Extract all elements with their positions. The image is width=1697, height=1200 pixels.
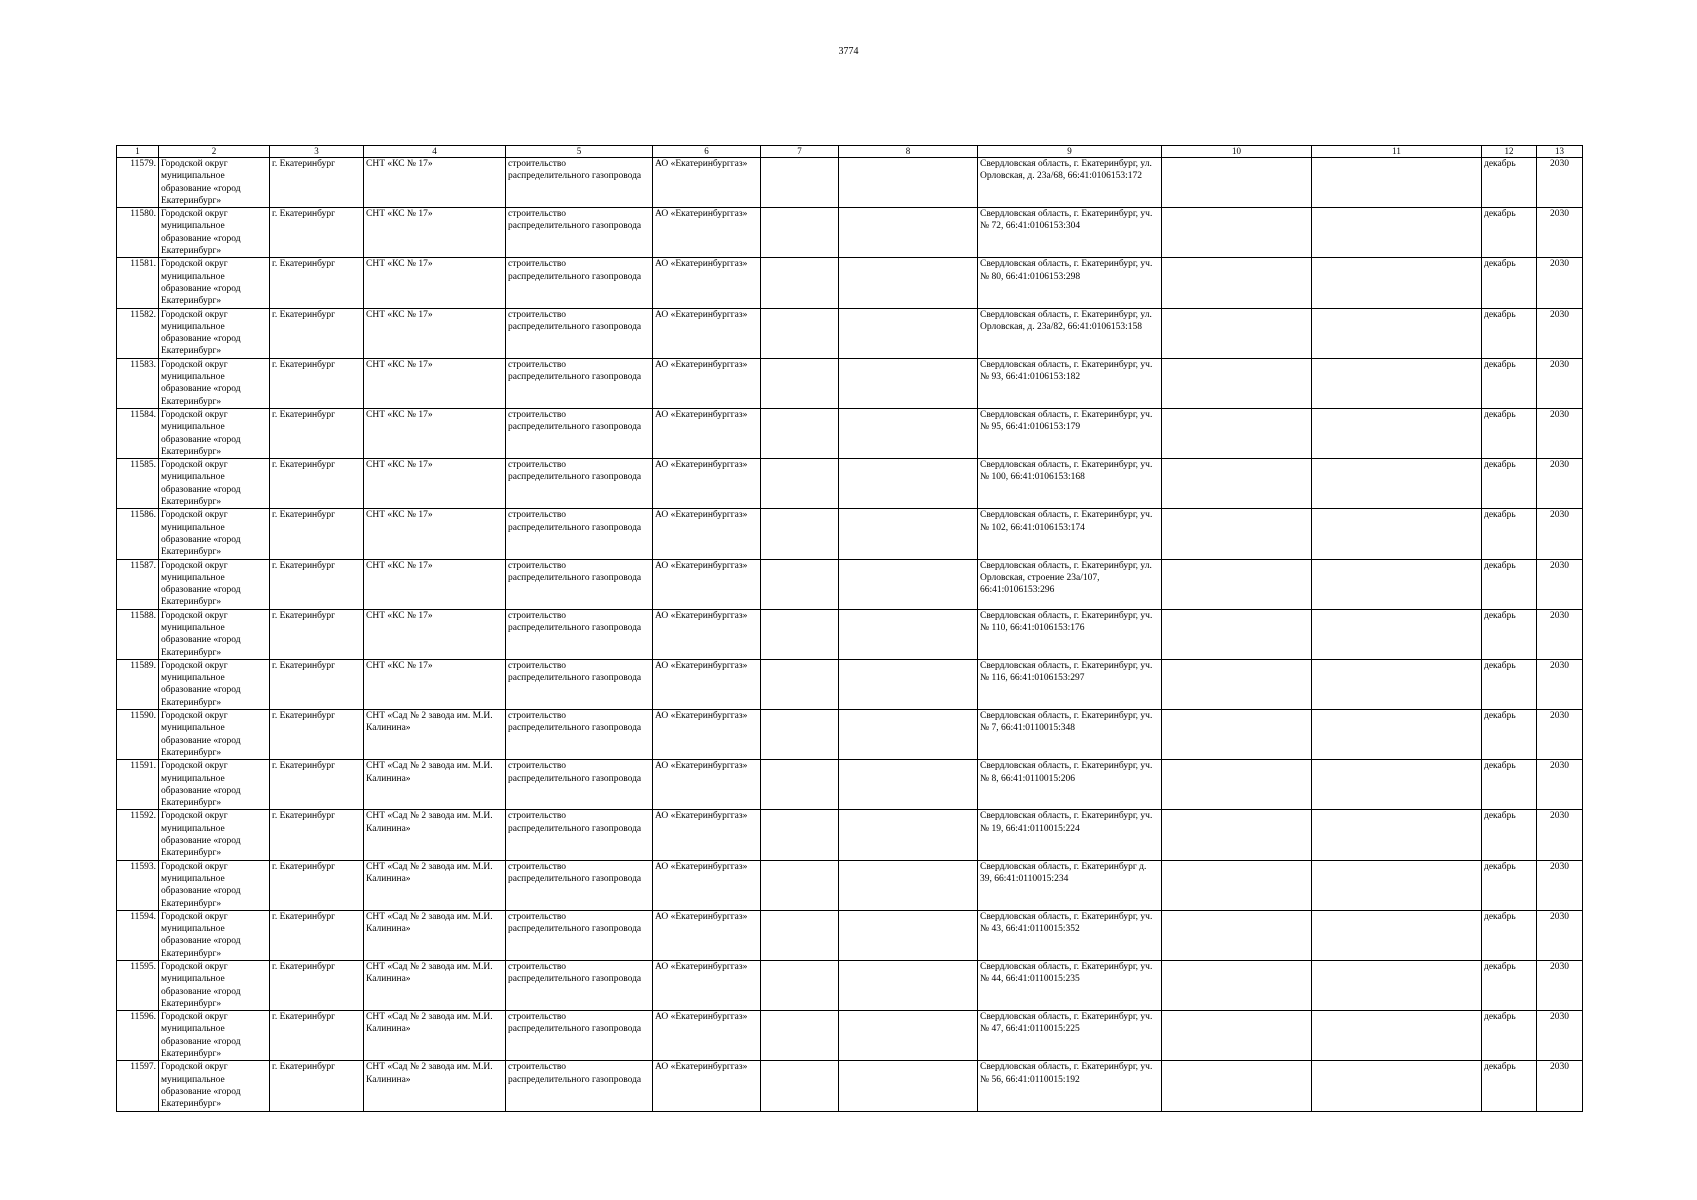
object-cell: СНТ «Сад № 2 завода им. М.И. Калинина» — [364, 810, 506, 860]
municipality-cell: Городской округ муниципальное образование «город Екатеринбург» — [159, 760, 270, 810]
row-number: 11585. — [117, 459, 159, 509]
object-cell: СНТ «КС № 17» — [364, 609, 506, 659]
work-type-cell: строительство распределительного газопровода — [506, 1011, 653, 1061]
year-cell: 2030 — [1537, 559, 1583, 609]
col11-cell — [1312, 208, 1482, 258]
organization-cell: АО «Екатеринбурггаз» — [653, 559, 761, 609]
month-cell: декабрь — [1482, 961, 1537, 1011]
address-cell: Свердловская область, г. Екатеринбург, уч. № 116, 66:41:0106153:297 — [978, 659, 1162, 709]
col8-cell — [839, 910, 978, 960]
year-cell: 2030 — [1537, 408, 1583, 458]
col10-cell — [1162, 1061, 1312, 1111]
row-number: 11581. — [117, 258, 159, 308]
month-cell: декабрь — [1482, 760, 1537, 810]
col11-cell — [1312, 559, 1482, 609]
municipality-cell: Городской округ муниципальное образование «город Екатеринбург» — [159, 1011, 270, 1061]
table-row — [117, 559, 1583, 609]
locality-cell: г. Екатеринбург — [270, 559, 364, 609]
col10-cell — [1162, 609, 1312, 659]
col7-cell — [761, 408, 839, 458]
object-cell: СНТ «КС № 17» — [364, 559, 506, 609]
column-header: 9 — [978, 146, 1162, 158]
col7-cell — [761, 1011, 839, 1061]
locality-cell: г. Екатеринбург — [270, 659, 364, 709]
locality-cell: г. Екатеринбург — [270, 710, 364, 760]
col8-cell — [839, 408, 978, 458]
address-cell: Свердловская область, г. Екатеринбург, уч. № 8, 66:41:0110015:206 — [978, 760, 1162, 810]
year-cell: 2030 — [1537, 1011, 1583, 1061]
municipality-cell: Городской округ муниципальное образование «город Екатеринбург» — [159, 1061, 270, 1111]
work-type-cell: строительство распределительного газопровода — [506, 760, 653, 810]
object-cell: СНТ «КС № 17» — [364, 358, 506, 408]
table-row — [117, 860, 1583, 910]
column-header: 8 — [839, 146, 978, 158]
col10-cell — [1162, 710, 1312, 760]
locality-cell: г. Екатеринбург — [270, 158, 364, 208]
address-cell: Свердловская область, г. Екатеринбург, уч. № 102, 66:41:0106153:174 — [978, 509, 1162, 559]
year-cell: 2030 — [1537, 659, 1583, 709]
organization-cell: АО «Екатеринбурггаз» — [653, 1061, 761, 1111]
col8-cell — [839, 1011, 978, 1061]
table-row — [117, 609, 1583, 659]
table-row — [117, 408, 1583, 458]
col11-cell — [1312, 459, 1482, 509]
work-type-cell: строительство распределительного газопровода — [506, 710, 653, 760]
organization-cell: АО «Екатеринбурггаз» — [653, 258, 761, 308]
col8-cell — [839, 860, 978, 910]
col10-cell — [1162, 559, 1312, 609]
work-type-cell: строительство распределительного газопровода — [506, 358, 653, 408]
col11-cell — [1312, 1011, 1482, 1061]
month-cell: декабрь — [1482, 609, 1537, 659]
work-type-cell: строительство распределительного газопровода — [506, 910, 653, 960]
col11-cell — [1312, 1061, 1482, 1111]
row-number: 11593. — [117, 860, 159, 910]
municipality-cell: Городской округ муниципальное образование «город Екатеринбург» — [159, 810, 270, 860]
locality-cell: г. Екатеринбург — [270, 208, 364, 258]
year-cell: 2030 — [1537, 459, 1583, 509]
month-cell: декабрь — [1482, 810, 1537, 860]
month-cell: декабрь — [1482, 258, 1537, 308]
object-cell: СНТ «КС № 17» — [364, 659, 506, 709]
col8-cell — [839, 208, 978, 258]
locality-cell: г. Екатеринбург — [270, 910, 364, 960]
municipality-cell: Городской округ муниципальное образование «город Екатеринбург» — [159, 459, 270, 509]
column-header: 3 — [270, 146, 364, 158]
work-type-cell: строительство распределительного газопровода — [506, 258, 653, 308]
locality-cell: г. Екатеринбург — [270, 258, 364, 308]
work-type-cell: строительство распределительного газопровода — [506, 208, 653, 258]
month-cell: декабрь — [1482, 158, 1537, 208]
address-cell: Свердловская область, г. Екатеринбург, уч. № 110, 66:41:0106153:176 — [978, 609, 1162, 659]
year-cell: 2030 — [1537, 509, 1583, 559]
col10-cell — [1162, 810, 1312, 860]
work-type-cell: строительство распределительного газопровода — [506, 860, 653, 910]
address-cell: Свердловская область, г. Екатеринбург, уч. № 47, 66:41:0110015:225 — [978, 1011, 1162, 1061]
table-row — [117, 158, 1583, 208]
organization-cell: АО «Екатеринбурггаз» — [653, 358, 761, 408]
col8-cell — [839, 258, 978, 308]
year-cell: 2030 — [1537, 1061, 1583, 1111]
table-body — [117, 158, 1583, 1112]
row-number: 11594. — [117, 910, 159, 960]
month-cell: декабрь — [1482, 1061, 1537, 1111]
year-cell: 2030 — [1537, 208, 1583, 258]
address-cell: Свердловская область, г. Екатеринбург, ул. Орловская, строение 23а/107, 66:41:0106153:296 — [978, 559, 1162, 609]
organization-cell: АО «Екатеринбурггаз» — [653, 860, 761, 910]
object-cell: СНТ «Сад № 2 завода им. М.И. Калинина» — [364, 910, 506, 960]
col10-cell — [1162, 158, 1312, 208]
col7-cell — [761, 810, 839, 860]
organization-cell: АО «Екатеринбурггаз» — [653, 961, 761, 1011]
object-cell: СНТ «КС № 17» — [364, 208, 506, 258]
locality-cell: г. Екатеринбург — [270, 459, 364, 509]
row-number: 11579. — [117, 158, 159, 208]
col7-cell — [761, 710, 839, 760]
locality-cell: г. Екатеринбург — [270, 961, 364, 1011]
work-type-cell: строительство распределительного газопровода — [506, 609, 653, 659]
municipality-cell: Городской округ муниципальное образование «город Екатеринбург» — [159, 358, 270, 408]
year-cell: 2030 — [1537, 258, 1583, 308]
organization-cell: АО «Екатеринбурггаз» — [653, 710, 761, 760]
col7-cell — [761, 459, 839, 509]
year-cell: 2030 — [1537, 710, 1583, 760]
locality-cell: г. Екатеринбург — [270, 509, 364, 559]
col11-cell — [1312, 408, 1482, 458]
row-number: 11596. — [117, 1011, 159, 1061]
row-number: 11583. — [117, 358, 159, 408]
object-cell: СНТ «Сад № 2 завода им. М.И. Калинина» — [364, 860, 506, 910]
col8-cell — [839, 559, 978, 609]
organization-cell: АО «Екатеринбурггаз» — [653, 760, 761, 810]
organization-cell: АО «Екатеринбурггаз» — [653, 659, 761, 709]
work-type-cell: строительство распределительного газопровода — [506, 158, 653, 208]
row-number: 11580. — [117, 208, 159, 258]
column-header: 5 — [506, 146, 653, 158]
year-cell: 2030 — [1537, 760, 1583, 810]
address-cell: Свердловская область, г. Екатеринбург, уч. № 80, 66:41:0106153:298 — [978, 258, 1162, 308]
col11-cell — [1312, 860, 1482, 910]
object-cell: СНТ «Сад № 2 завода им. М.И. Калинина» — [364, 1061, 506, 1111]
municipality-cell: Городской округ муниципальное образование «город Екатеринбург» — [159, 710, 270, 760]
column-header: 11 — [1312, 146, 1482, 158]
locality-cell: г. Екатеринбург — [270, 408, 364, 458]
column-header: 7 — [761, 146, 839, 158]
col8-cell — [839, 659, 978, 709]
municipality-cell: Городской округ муниципальное образование «город Екатеринбург» — [159, 408, 270, 458]
object-cell: СНТ «Сад № 2 завода им. М.И. Калинина» — [364, 961, 506, 1011]
col10-cell — [1162, 308, 1312, 358]
address-cell: Свердловская область, г. Екатеринбург, уч. № 72, 66:41:0106153:304 — [978, 208, 1162, 258]
work-type-cell: строительство распределительного газопровода — [506, 1061, 653, 1111]
table-row — [117, 1061, 1583, 1111]
column-header: 10 — [1162, 146, 1312, 158]
col11-cell — [1312, 710, 1482, 760]
table-header — [117, 146, 1583, 158]
col8-cell — [839, 710, 978, 760]
col7-cell — [761, 760, 839, 810]
month-cell: декабрь — [1482, 509, 1537, 559]
municipality-cell: Городской округ муниципальное образование «город Екатеринбург» — [159, 609, 270, 659]
col7-cell — [761, 208, 839, 258]
col10-cell — [1162, 258, 1312, 308]
work-type-cell: строительство распределительного газопровода — [506, 459, 653, 509]
col8-cell — [839, 308, 978, 358]
municipality-cell: Городской округ муниципальное образование «город Екатеринбург» — [159, 910, 270, 960]
address-cell: Свердловская область, г. Екатеринбург, уч. № 19, 66:41:0110015:224 — [978, 810, 1162, 860]
col8-cell — [839, 609, 978, 659]
table-row — [117, 810, 1583, 860]
organization-cell: АО «Екатеринбурггаз» — [653, 158, 761, 208]
row-number: 11584. — [117, 408, 159, 458]
row-number: 11591. — [117, 760, 159, 810]
col7-cell — [761, 308, 839, 358]
table-row — [117, 760, 1583, 810]
locality-cell: г. Екатеринбург — [270, 1011, 364, 1061]
col10-cell — [1162, 860, 1312, 910]
address-cell: Свердловская область, г. Екатеринбург, уч. № 56, 66:41:0110015:192 — [978, 1061, 1162, 1111]
table-row — [117, 258, 1583, 308]
work-type-cell: строительство распределительного газопровода — [506, 408, 653, 458]
municipality-cell: Городской округ муниципальное образование «город Екатеринбург» — [159, 308, 270, 358]
organization-cell: АО «Екатеринбурггаз» — [653, 509, 761, 559]
work-type-cell: строительство распределительного газопровода — [506, 810, 653, 860]
table-row — [117, 459, 1583, 509]
col10-cell — [1162, 208, 1312, 258]
month-cell: декабрь — [1482, 659, 1537, 709]
table-row — [117, 308, 1583, 358]
col7-cell — [761, 659, 839, 709]
table-row — [117, 1011, 1583, 1061]
col11-cell — [1312, 609, 1482, 659]
object-cell: СНТ «Сад № 2 завода им. М.И. Калинина» — [364, 760, 506, 810]
row-number: 11586. — [117, 509, 159, 559]
locality-cell: г. Екатеринбург — [270, 760, 364, 810]
col8-cell — [839, 459, 978, 509]
organization-cell: АО «Екатеринбурггаз» — [653, 408, 761, 458]
month-cell: декабрь — [1482, 358, 1537, 408]
locality-cell: г. Екатеринбург — [270, 609, 364, 659]
table-row — [117, 961, 1583, 1011]
address-cell: Свердловская область, г. Екатеринбург, ул. Орловская, д. 23а/82, 66:41:0106153:158 — [978, 308, 1162, 358]
address-cell: Свердловская область, г. Екатеринбург, уч. № 93, 66:41:0106153:182 — [978, 358, 1162, 408]
col10-cell — [1162, 659, 1312, 709]
col11-cell — [1312, 659, 1482, 709]
col8-cell — [839, 158, 978, 208]
column-header: 6 — [653, 146, 761, 158]
organization-cell: АО «Екатеринбурггаз» — [653, 810, 761, 860]
column-header: 12 — [1482, 146, 1537, 158]
year-cell: 2030 — [1537, 860, 1583, 910]
organization-cell: АО «Екатеринбурггаз» — [653, 308, 761, 358]
locality-cell: г. Екатеринбург — [270, 308, 364, 358]
col7-cell — [761, 358, 839, 408]
object-cell: СНТ «КС № 17» — [364, 258, 506, 308]
table-row — [117, 208, 1583, 258]
col7-cell — [761, 860, 839, 910]
object-cell: СНТ «КС № 17» — [364, 408, 506, 458]
address-cell: Свердловская область, г. Екатеринбург, уч. № 7, 66:41:0110015:348 — [978, 710, 1162, 760]
col11-cell — [1312, 258, 1482, 308]
month-cell: декабрь — [1482, 1011, 1537, 1061]
row-number: 11590. — [117, 710, 159, 760]
work-type-cell: строительство распределительного газопровода — [506, 308, 653, 358]
municipality-cell: Городской округ муниципальное образование «город Екатеринбург» — [159, 860, 270, 910]
address-cell: Свердловская область, г. Екатеринбург, ул. Орловская, д. 23а/68, 66:41:0106153:172 — [978, 158, 1162, 208]
column-header: 4 — [364, 146, 506, 158]
row-number: 11587. — [117, 559, 159, 609]
col7-cell — [761, 609, 839, 659]
organization-cell: АО «Екатеринбурггаз» — [653, 609, 761, 659]
column-header: 2 — [159, 146, 270, 158]
col10-cell — [1162, 509, 1312, 559]
year-cell: 2030 — [1537, 158, 1583, 208]
work-type-cell: строительство распределительного газопровода — [506, 509, 653, 559]
month-cell: декабрь — [1482, 308, 1537, 358]
col10-cell — [1162, 910, 1312, 960]
organization-cell: АО «Екатеринбурггаз» — [653, 208, 761, 258]
month-cell: декабрь — [1482, 710, 1537, 760]
col10-cell — [1162, 961, 1312, 1011]
municipality-cell: Городской округ муниципальное образование «город Екатеринбург» — [159, 158, 270, 208]
month-cell: декабрь — [1482, 559, 1537, 609]
year-cell: 2030 — [1537, 961, 1583, 1011]
col10-cell — [1162, 1011, 1312, 1061]
col11-cell — [1312, 961, 1482, 1011]
municipality-cell: Городской округ муниципальное образование «город Екатеринбург» — [159, 208, 270, 258]
row-number: 11588. — [117, 609, 159, 659]
organization-cell: АО «Екатеринбурггаз» — [653, 910, 761, 960]
col7-cell — [761, 1061, 839, 1111]
month-cell: декабрь — [1482, 208, 1537, 258]
work-type-cell: строительство распределительного газопровода — [506, 961, 653, 1011]
col8-cell — [839, 1061, 978, 1111]
table-row — [117, 710, 1583, 760]
col7-cell — [761, 158, 839, 208]
col7-cell — [761, 910, 839, 960]
locality-cell: г. Екатеринбург — [270, 810, 364, 860]
work-type-cell: строительство распределительного газопровода — [506, 659, 653, 709]
col7-cell — [761, 509, 839, 559]
registry-table — [116, 145, 1583, 1112]
locality-cell: г. Екатеринбург — [270, 1061, 364, 1111]
row-number: 11589. — [117, 659, 159, 709]
col11-cell — [1312, 158, 1482, 208]
row-number: 11582. — [117, 308, 159, 358]
col11-cell — [1312, 509, 1482, 559]
object-cell: СНТ «Сад № 2 завода им. М.И. Калинина» — [364, 710, 506, 760]
month-cell: декабрь — [1482, 910, 1537, 960]
col8-cell — [839, 509, 978, 559]
col10-cell — [1162, 459, 1312, 509]
col7-cell — [761, 258, 839, 308]
organization-cell: АО «Екатеринбурггаз» — [653, 1011, 761, 1061]
row-number: 11597. — [117, 1061, 159, 1111]
table-row — [117, 910, 1583, 960]
year-cell: 2030 — [1537, 810, 1583, 860]
address-cell: Свердловская область, г. Екатеринбург, уч. № 44, 66:41:0110015:235 — [978, 961, 1162, 1011]
year-cell: 2030 — [1537, 609, 1583, 659]
year-cell: 2030 — [1537, 308, 1583, 358]
col8-cell — [839, 810, 978, 860]
locality-cell: г. Екатеринбург — [270, 358, 364, 408]
object-cell: СНТ «КС № 17» — [364, 459, 506, 509]
object-cell: СНТ «КС № 17» — [364, 308, 506, 358]
col11-cell — [1312, 760, 1482, 810]
address-cell: Свердловская область, г. Екатеринбург, уч. № 100, 66:41:0106153:168 — [978, 459, 1162, 509]
column-header: 1 — [117, 146, 159, 158]
object-cell: СНТ «Сад № 2 завода им. М.И. Калинина» — [364, 1011, 506, 1061]
col8-cell — [839, 760, 978, 810]
col11-cell — [1312, 810, 1482, 860]
municipality-cell: Городской округ муниципальное образование «город Екатеринбург» — [159, 509, 270, 559]
table-row — [117, 659, 1583, 709]
address-cell: Свердловская область, г. Екатеринбург, уч. № 43, 66:41:0110015:352 — [978, 910, 1162, 960]
col7-cell — [761, 559, 839, 609]
col10-cell — [1162, 408, 1312, 458]
object-cell: СНТ «КС № 17» — [364, 509, 506, 559]
col10-cell — [1162, 760, 1312, 810]
locality-cell: г. Екатеринбург — [270, 860, 364, 910]
row-number: 11595. — [117, 961, 159, 1011]
month-cell: декабрь — [1482, 408, 1537, 458]
month-cell: декабрь — [1482, 860, 1537, 910]
col8-cell — [839, 358, 978, 408]
month-cell: декабрь — [1482, 459, 1537, 509]
column-header: 13 — [1537, 146, 1583, 158]
table-row — [117, 358, 1583, 408]
col7-cell — [761, 961, 839, 1011]
address-cell: Свердловская область, г. Екатеринбург, уч. № 95, 66:41:0106153:179 — [978, 408, 1162, 458]
work-type-cell: строительство распределительного газопровода — [506, 559, 653, 609]
municipality-cell: Городской округ муниципальное образование «город Екатеринбург» — [159, 559, 270, 609]
col11-cell — [1312, 358, 1482, 408]
col10-cell — [1162, 358, 1312, 408]
page-number: 3774 — [838, 46, 859, 57]
year-cell: 2030 — [1537, 358, 1583, 408]
municipality-cell: Городской округ муниципальное образование «город Екатеринбург» — [159, 961, 270, 1011]
municipality-cell: Городской округ муниципальное образование «город Екатеринбург» — [159, 659, 270, 709]
col11-cell — [1312, 910, 1482, 960]
municipality-cell: Городской округ муниципальное образование «город Екатеринбург» — [159, 258, 270, 308]
address-cell: Свердловская область, г. Екатеринбург д. 39, 66:41:0110015:234 — [978, 860, 1162, 910]
object-cell: СНТ «КС № 17» — [364, 158, 506, 208]
col8-cell — [839, 961, 978, 1011]
row-number: 11592. — [117, 810, 159, 860]
col11-cell — [1312, 308, 1482, 358]
organization-cell: АО «Екатеринбурггаз» — [653, 459, 761, 509]
year-cell: 2030 — [1537, 910, 1583, 960]
table-row — [117, 509, 1583, 559]
